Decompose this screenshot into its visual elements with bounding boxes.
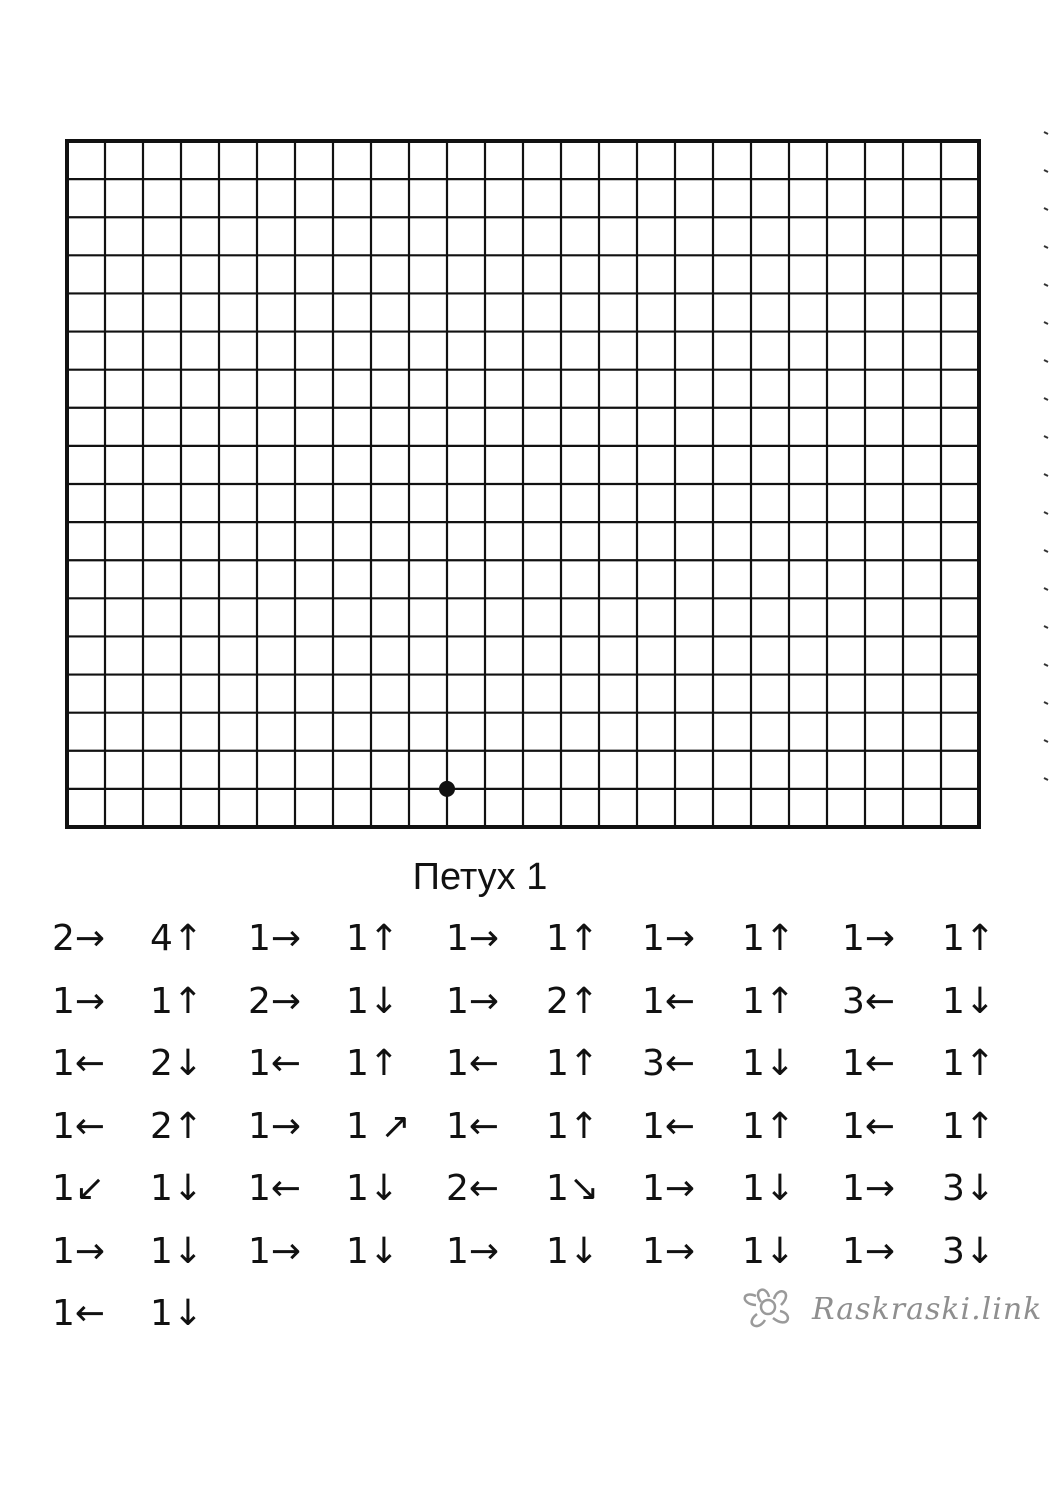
edge-tick (1044, 512, 1048, 514)
instruction-step: 1↓ (742, 1043, 796, 1084)
instruction-step: 1↑ (742, 918, 796, 959)
instruction-step: 1→ (842, 918, 896, 959)
instruction-step: 3← (642, 1043, 696, 1084)
worksheet-title: Петух 1 (412, 856, 548, 898)
edge-tick (1044, 322, 1048, 324)
instruction-step: 1↑ (546, 1043, 600, 1084)
edge-tick (1044, 284, 1048, 286)
edge-tick (1044, 626, 1048, 628)
instruction-step: 1→ (52, 1230, 106, 1272)
instruction-step: 1← (642, 980, 696, 1022)
edge-tick (1044, 246, 1048, 248)
instruction-step: 1↓ (546, 1230, 600, 1272)
edge-tick (1044, 132, 1048, 134)
instruction-step: 1← (248, 1043, 302, 1084)
instruction-step: 1→ (52, 980, 106, 1022)
instruction-step: 1← (842, 1105, 896, 1147)
instruction-step: 1← (642, 1105, 696, 1147)
edge-tick (1044, 702, 1048, 704)
instruction-step: 1→ (248, 1105, 302, 1147)
instruction-step: 1↑ (942, 1105, 996, 1147)
instruction-step: 1→ (842, 1230, 896, 1272)
instruction-step: 1→ (642, 918, 696, 959)
instruction-step: 1↑ (742, 1105, 796, 1147)
instruction-step: 1↓ (150, 1293, 204, 1334)
instruction-step: 1↓ (346, 980, 400, 1022)
instruction-step: 2↓ (150, 1043, 204, 1084)
instruction-step: 1↑ (742, 980, 796, 1022)
instruction-step: 4↑ (150, 918, 204, 959)
edge-tick (1044, 664, 1048, 666)
instruction-step: 1↑ (150, 980, 204, 1022)
instruction-step: 1↑ (942, 1043, 996, 1084)
flower-icon (736, 1280, 800, 1338)
instruction-step: 1← (52, 1043, 106, 1084)
instruction-step: 3↓ (942, 1168, 996, 1209)
edge-tick (1044, 550, 1048, 552)
instruction-step: 1↘ (546, 1168, 600, 1209)
instruction-step: 1→ (248, 918, 302, 959)
instruction-step: 1← (842, 1043, 896, 1084)
edge-tick (1044, 360, 1048, 362)
edge-tick-marks (1040, 120, 1050, 820)
instruction-step: 1↑ (346, 1043, 400, 1084)
edge-tick (1044, 474, 1048, 476)
instruction-step: 1↑ (546, 1105, 600, 1147)
instruction-step: 1← (446, 1105, 500, 1147)
instruction-step: 2→ (248, 980, 302, 1022)
instruction-step: 1↓ (346, 1168, 400, 1209)
instruction-step: 1↑ (942, 918, 996, 959)
instruction-step: 2↑ (546, 980, 600, 1022)
instruction-step: 1↓ (742, 1230, 796, 1272)
instruction-step: 1← (248, 1168, 302, 1209)
instruction-step: 1→ (248, 1230, 302, 1272)
instruction-step: 1↓ (150, 1230, 204, 1272)
instruction-step: 1← (52, 1105, 106, 1147)
instruction-step: 1← (52, 1293, 106, 1334)
instruction-step: 1→ (446, 1230, 500, 1272)
instruction-step: 2→ (52, 918, 106, 959)
edge-tick (1044, 170, 1048, 172)
edge-tick (1044, 398, 1048, 400)
edge-tick (1044, 208, 1048, 210)
edge-tick (1044, 740, 1048, 742)
instruction-step: 1↙ (52, 1168, 106, 1209)
instruction-step: 3← (842, 980, 896, 1022)
instruction-step: 2← (446, 1168, 500, 1209)
instruction-step: 1↓ (346, 1230, 400, 1272)
instruction-step: 1 ↗ (346, 1105, 411, 1147)
watermark (736, 1282, 1042, 1336)
instruction-step: 1↓ (942, 980, 996, 1022)
instruction-step: 1↓ (150, 1168, 204, 1209)
watermark-text: Raskraski.link (812, 1291, 1043, 1327)
instruction-step: 3↓ (942, 1230, 996, 1272)
edge-tick (1044, 588, 1048, 590)
instruction-step: 1↓ (742, 1168, 796, 1209)
instruction-step: 1↑ (546, 918, 600, 959)
instruction-step: 1→ (446, 918, 500, 959)
instruction-step: 1← (446, 1043, 500, 1084)
instruction-step: 1→ (842, 1168, 896, 1209)
instruction-step: 1↑ (346, 918, 400, 959)
instruction-step: 1→ (642, 1168, 696, 1209)
instruction-step: 1→ (642, 1230, 696, 1272)
instruction-step: 2↑ (150, 1105, 204, 1147)
instruction-step: 1→ (446, 980, 500, 1022)
edge-tick (1044, 778, 1048, 780)
edge-tick (1044, 436, 1048, 438)
